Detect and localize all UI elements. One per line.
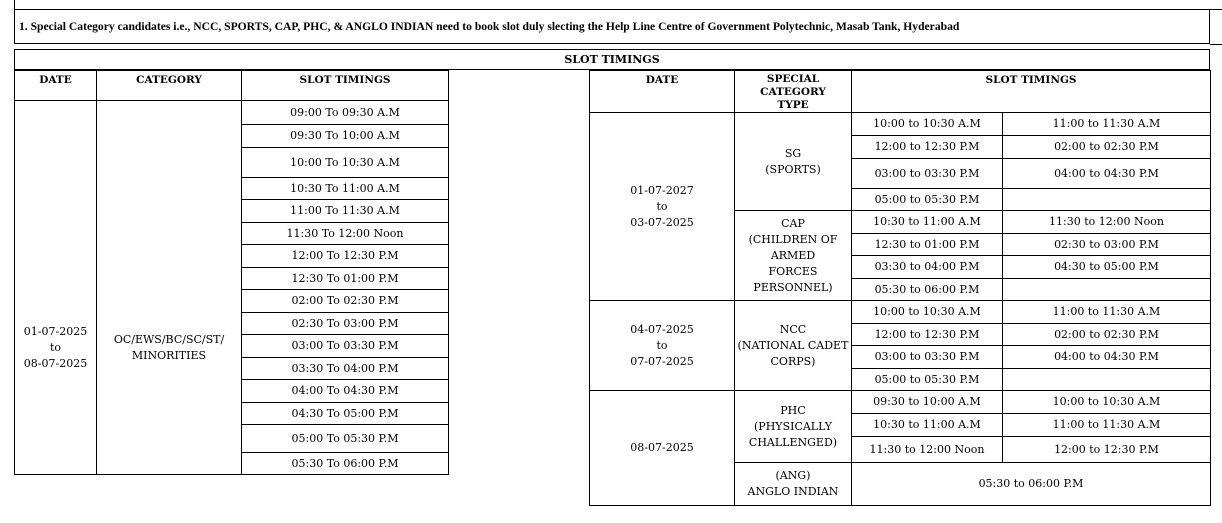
slot-timing-cell: 05:00 to 05:30 P.M: [852, 189, 1003, 211]
category-category-line1: OC/EWS/BC/SC/ST/: [113, 332, 225, 346]
slot-timing-cell: 12:30 to 01:00 P.M: [852, 234, 1003, 256]
special-category-type-cell: CAP (CHILDREN OF ARMED FORCES PERSONNEL): [735, 211, 852, 301]
slot-timing-cell: [1003, 369, 1211, 391]
table-row: [590, 391, 1211, 414]
slot-timing-cell: 10:00 to 10:30 A.M: [852, 113, 1003, 136]
slot-timing-cell: 11:30 to 12:00 Noon: [852, 437, 1003, 463]
slot-timing-cell: 11:00 to 11:30 A.M: [1003, 113, 1211, 136]
special-date-cell: [590, 391, 735, 506]
slot-timings-title: SLOT TIMINGS: [14, 49, 1210, 70]
table-row: [590, 301, 1211, 324]
category-cell: [97, 101, 242, 475]
slot-timing-cell: 04:00 To 04:30 P.M: [242, 380, 449, 403]
slot-timing-cell: 09:30 to 10:00 A.M: [852, 391, 1003, 414]
date-range-cell: [15, 101, 97, 475]
slot-timing-cell: 12:00 To 12:30 P.M: [242, 245, 449, 268]
type-header-line2: TYPE: [777, 99, 809, 111]
table-header-row: [15, 71, 449, 101]
slot-timing-cell: 03:00 to 03:30 P.M: [852, 346, 1003, 369]
date-range-date-to-word: to: [49, 340, 62, 354]
slot-timing-cell: 10:00 to 10:30 A.M: [852, 301, 1003, 324]
special-date-to: to: [656, 199, 668, 213]
category-header: CATEGORY: [97, 71, 242, 101]
slot-timing-cell: 09:00 To 09:30 A.M: [242, 101, 449, 125]
slot-timing-cell: 12:00 to 12:30 P.M: [852, 136, 1003, 159]
slot-timing-cell: 02:30 to 03:00 P.M: [1003, 234, 1211, 256]
special-date-date-from: 04-07-2025: [630, 322, 694, 336]
slot-timing-cell: 11:00 To 11:30 A.M: [242, 200, 449, 223]
special-category-type-cell: SG (SPORTS): [735, 113, 852, 211]
table-row: [590, 113, 1211, 136]
special-date-to: to: [656, 338, 668, 352]
slot-timing-cell: 05:30 to 06:00 P.M: [852, 463, 1211, 506]
slot-timing-cell: 05:30 to 06:00 P.M: [852, 279, 1003, 301]
slot-timing-cell: 10:00 to 10:30 A.M: [1003, 391, 1211, 414]
slot-timing-cell: 05:00 to 05:30 P.M: [852, 369, 1003, 391]
slot-timing-cell: 02:00 to 02:30 P.M: [1003, 324, 1211, 346]
slot-timing-cell: 05:00 To 05:30 P.M: [242, 425, 449, 453]
slot-timing-cell: [1003, 279, 1211, 301]
slot-timing-cell: 02:00 to 02:30 P.M: [1003, 136, 1211, 159]
special-category-type-cell: PHC (PHYSICALLY CHALLENGED): [735, 391, 852, 463]
slot-timing-cell: 03:00 to 03:30 P.M: [852, 159, 1003, 189]
special-category-slot-table: [589, 70, 1211, 506]
special-category-type-cell: (ANG) ANGLO INDIAN: [735, 463, 852, 506]
date-header: DATE: [590, 71, 735, 113]
slot-timing-cell: 11:00 to 11:30 A.M: [1003, 301, 1211, 324]
slot-timing-cell: 10:30 To 11:00 A.M: [242, 178, 449, 200]
slot-timing-cell: 10:00 To 10:30 A.M: [242, 148, 449, 178]
slot-timing-cell: 02:30 To 03:00 P.M: [242, 313, 449, 335]
slot-timing-cell: 12:00 to 12:30 P.M: [852, 324, 1003, 346]
special-date-cell: [590, 301, 735, 391]
left-rule-top: [14, 0, 15, 10]
slot-timing-cell: 03:30 To 04:00 P.M: [242, 358, 449, 380]
slot-timing-cell: 03:00 To 03:30 P.M: [242, 335, 449, 358]
slot-timing-cell: 11:30 to 12:00 Noon: [1003, 211, 1211, 234]
special-date-cell: [590, 113, 735, 301]
slot-timing-cell: 05:30 To 06:00 P.M: [242, 453, 449, 475]
slot-timing-cell: 02:00 To 02:30 P.M: [242, 290, 449, 313]
category-category-line2: MINORITIES: [131, 348, 207, 362]
special-category-notice: 1. Special Category candidates i.e., NCC, SPORTS, CAP, PHC, & ANGLO INDIAN need to book slot duly slecting the Help Line Centre of Government Polytechnic, Masab Tank, Hyderabad: [14, 10, 1210, 44]
slot-timing-cell: 10:30 to 11:00 A.M: [852, 211, 1003, 234]
slot-timing-cell: 12:30 To 01:00 P.M: [242, 268, 449, 290]
slot-timing-cell: 09:30 To 10:00 A.M: [242, 125, 449, 148]
special-date-date-to: 07-07-2025: [630, 354, 694, 368]
slot-timings-header: SLOT TIMINGS: [242, 71, 449, 101]
special-date-date-to: 03-07-2025: [630, 215, 694, 229]
table-row: [15, 101, 449, 125]
notice-right-tail: [1210, 44, 1222, 45]
slot-timing-cell: 12:00 to 12:30 P.M: [1003, 437, 1211, 463]
special-category-type-header: [735, 71, 852, 113]
special-category-type-cell: NCC (NATIONAL CADET CORPS): [735, 301, 852, 391]
slot-timing-cell: 04:30 to 05:00 P.M: [1003, 256, 1211, 279]
date-range-date-to: 08-07-2025: [23, 356, 88, 370]
date-range-date-from: 01-07-2025: [23, 324, 88, 338]
slot-timing-cell: 04:00 to 04:30 P.M: [1003, 346, 1211, 369]
type-header-line1: SPECIAL CATEGORY: [760, 73, 826, 98]
slot-timing-cell: [1003, 189, 1211, 211]
slot-timing-cell: 10:30 to 11:00 A.M: [852, 414, 1003, 437]
slot-timing-cell: 04:00 to 04:30 P.M: [1003, 159, 1211, 189]
table-header-row: [590, 71, 1211, 113]
slot-timing-cell: 04:30 To 05:00 P.M: [242, 403, 449, 425]
slot-timings-header: SLOT TIMINGS: [852, 71, 1211, 113]
slot-timing-cell: 03:30 to 04:00 P.M: [852, 256, 1003, 279]
slot-timing-cell: 11:00 to 11:30 A.M: [1003, 414, 1211, 437]
date-header: DATE: [15, 71, 97, 101]
general-category-slot-table: [14, 70, 449, 475]
slot-timing-cell: 11:30 To 12:00 Noon: [242, 223, 449, 245]
special-date-date-from: 01-07-2027: [630, 183, 694, 197]
special-date-date-single: 08-07-2025: [630, 441, 694, 454]
